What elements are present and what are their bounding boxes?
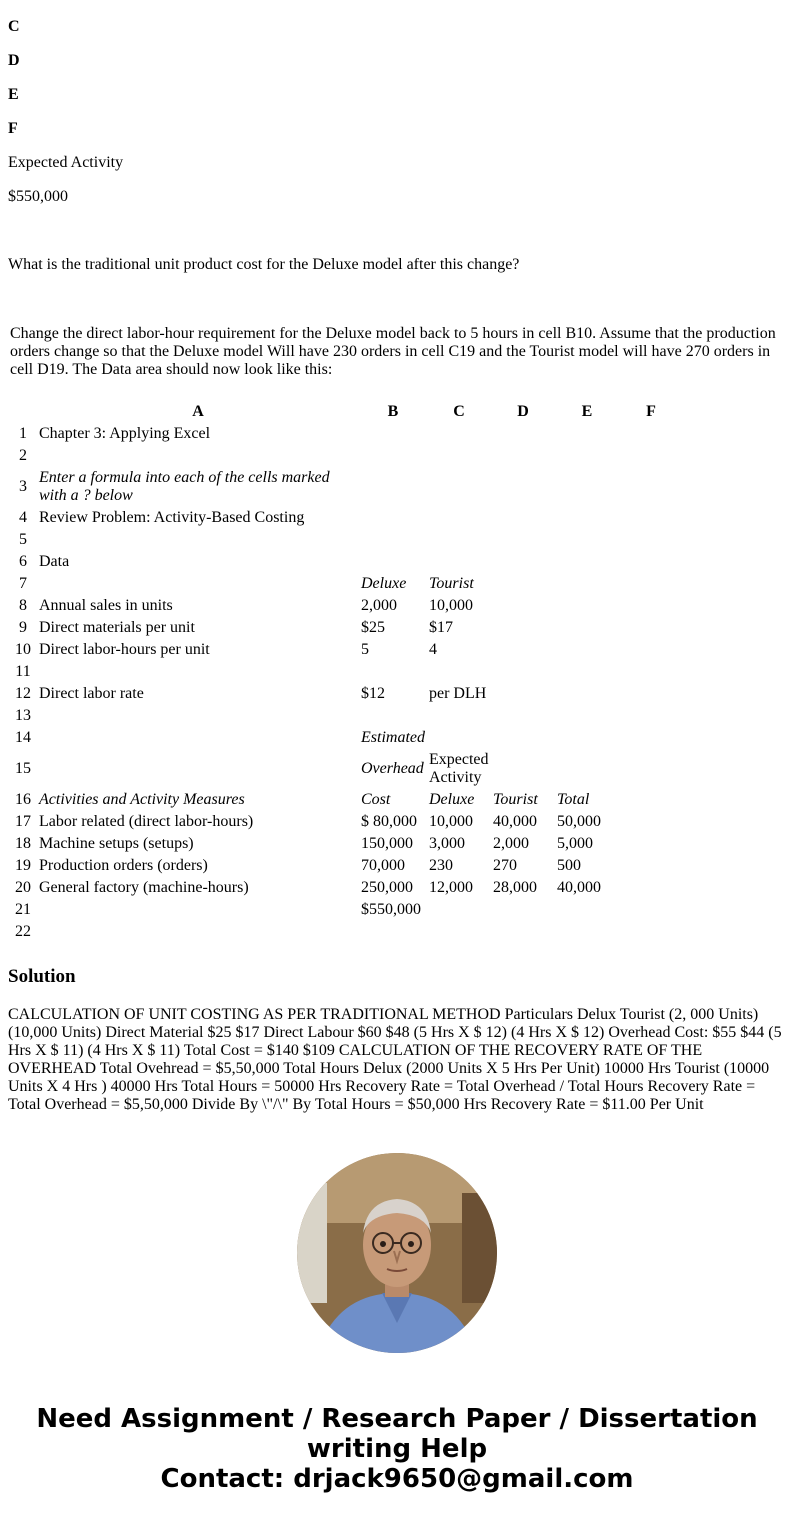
- cell-a: Review Problem: Activity-Based Costing: [39, 509, 305, 526]
- table-row: [10, 728, 682, 748]
- cell-d: [492, 596, 554, 616]
- table-row: [10, 706, 682, 726]
- cell-b: $25: [361, 619, 385, 636]
- cell-a: [38, 662, 358, 682]
- cell-b: [360, 922, 426, 942]
- cell-f: [620, 424, 682, 444]
- cell-f: [620, 900, 682, 920]
- row-number: 19: [15, 857, 31, 874]
- cell-f: [620, 552, 682, 572]
- column-header-c: C: [453, 403, 465, 420]
- header-col-e: E: [8, 86, 19, 103]
- cell-a: [38, 728, 358, 748]
- cell-e: [556, 922, 618, 942]
- cell-d: [492, 750, 554, 788]
- table-row: [10, 812, 682, 832]
- column-header-a: A: [192, 403, 204, 420]
- cell-a: Enter a formula into each of the cells marked with a ? below: [39, 469, 330, 504]
- cell-b: [360, 552, 426, 572]
- table-row: [10, 834, 682, 854]
- row-number-header: [10, 402, 36, 422]
- total-cost-value: $550,000: [8, 188, 68, 205]
- cell-a: Data: [39, 553, 70, 570]
- cell-c: [428, 424, 490, 444]
- table-row: [10, 662, 682, 682]
- cell-e: [556, 618, 618, 638]
- cell-c: [428, 728, 490, 748]
- header-col-f: F: [8, 120, 18, 137]
- cell-d: [492, 900, 554, 920]
- row-number: 22: [15, 923, 31, 940]
- cell-e: 40,000: [557, 879, 601, 896]
- row-number: 20: [15, 879, 31, 896]
- cell-c: [428, 530, 490, 550]
- row-number: 21: [15, 901, 31, 918]
- row-number: 7: [19, 575, 27, 592]
- cell-c: 12,000: [429, 879, 473, 896]
- cell-c: [428, 446, 490, 466]
- cell-f: [620, 508, 682, 528]
- cell-c: 10,000: [429, 597, 473, 614]
- cell-e: [556, 662, 618, 682]
- solution-heading: Solution: [8, 966, 76, 987]
- table-row: [10, 508, 682, 528]
- row-number: 1: [19, 425, 27, 442]
- expected-activity-label: Expected Activity: [8, 154, 124, 171]
- table-row: [10, 856, 682, 876]
- cell-b: [360, 508, 426, 528]
- cell-d: [492, 468, 554, 506]
- cell-e: [556, 468, 618, 506]
- cell-a: Chapter 3: Applying Excel: [39, 425, 211, 442]
- cell-d: [492, 574, 554, 594]
- table-row: [10, 640, 682, 660]
- cell-a: [38, 530, 358, 550]
- cell-a: Direct labor rate: [39, 685, 144, 702]
- cell-e: [556, 640, 618, 660]
- table-row: [10, 618, 682, 638]
- cell-d: [492, 618, 554, 638]
- cell-e: [556, 574, 618, 594]
- cell-c: 3,000: [429, 835, 465, 852]
- cell-b: [360, 468, 426, 506]
- cell-e: [556, 750, 618, 788]
- cell-b: [360, 662, 426, 682]
- cell-e: [556, 508, 618, 528]
- cell-d: [492, 508, 554, 528]
- row-number: 14: [15, 729, 31, 746]
- cell-c: per DLH: [429, 685, 487, 702]
- cell-b: [360, 530, 426, 550]
- cell-a: Direct labor-hours per unit: [39, 641, 210, 658]
- cell-c: Expected Activity: [429, 751, 489, 786]
- cell-d: [492, 424, 554, 444]
- cell-b: 5: [361, 641, 369, 658]
- table-row: [10, 878, 682, 898]
- cell-c: [428, 922, 490, 942]
- cell-d: 270: [493, 857, 517, 874]
- cell-a: [38, 750, 358, 788]
- cell-d: [492, 446, 554, 466]
- cell-d: [492, 706, 554, 726]
- cell-c: 4: [429, 641, 437, 658]
- cta-line-3: Contact: drjack9650@gmail.com: [160, 1464, 634, 1494]
- row-number: 4: [19, 509, 27, 526]
- row-number: 5: [19, 531, 27, 548]
- cell-f: [620, 922, 682, 942]
- cell-f: [620, 618, 682, 638]
- cell-d: 40,000: [493, 813, 537, 830]
- cell-f: [620, 812, 682, 832]
- cell-a: Machine setups (setups): [39, 835, 194, 852]
- table-row: [10, 900, 682, 920]
- cell-b: Deluxe: [361, 575, 407, 592]
- question-text: What is the traditional unit product cost for the Deluxe model after this change?: [8, 256, 520, 273]
- cell-e: 500: [557, 857, 581, 874]
- avatar: [297, 1153, 497, 1353]
- cell-a: Annual sales in units: [39, 597, 173, 614]
- cell-f: [620, 574, 682, 594]
- cell-b: Overhead: [361, 760, 424, 777]
- cell-e: [556, 424, 618, 444]
- cell-f: [620, 856, 682, 876]
- cell-c: [428, 508, 490, 528]
- row-number: 17: [15, 813, 31, 830]
- column-header-e: E: [581, 403, 593, 420]
- cell-e: [556, 684, 618, 704]
- cell-f: [620, 596, 682, 616]
- cell-f: [620, 706, 682, 726]
- column-header-b: B: [387, 403, 399, 420]
- table-row: [10, 684, 682, 704]
- cell-a: [38, 446, 358, 466]
- table-row: [10, 596, 682, 616]
- table-row: [10, 424, 682, 444]
- row-number: 3: [19, 478, 27, 495]
- cta-line-1: Need Assignment / Research Paper / Dissertation: [36, 1404, 758, 1434]
- cell-c: [428, 662, 490, 682]
- cell-b: 70,000: [361, 857, 405, 874]
- cell-c: [428, 900, 490, 920]
- cell-d: [492, 530, 554, 550]
- cell-f: [620, 468, 682, 506]
- cell-e: Total: [557, 791, 590, 808]
- cell-c: [428, 706, 490, 726]
- row-number: 8: [19, 597, 27, 614]
- cell-f: [620, 834, 682, 854]
- cell-b: [360, 706, 426, 726]
- cell-b: $550,000: [361, 901, 421, 918]
- cell-b: $12: [361, 685, 385, 702]
- cell-f: [620, 530, 682, 550]
- cell-a: General factory (machine-hours): [39, 879, 249, 896]
- cell-b: 2,000: [361, 597, 397, 614]
- cell-d: 28,000: [493, 879, 537, 896]
- cell-d: [492, 684, 554, 704]
- cell-a: [38, 900, 358, 920]
- table-row: [10, 552, 682, 572]
- cell-c: Deluxe: [429, 791, 475, 808]
- cell-c: [428, 468, 490, 506]
- cell-c: $17: [429, 619, 453, 636]
- row-number: 9: [19, 619, 27, 636]
- cell-e: [556, 596, 618, 616]
- table-row: [10, 468, 682, 506]
- cell-b: 250,000: [361, 879, 413, 896]
- cell-d: Tourist: [493, 791, 538, 808]
- instructions-text: Change the direct labor-hour requirement for the Deluxe model back to 5 hours in cell B10. Assume that the production orders change so that the Deluxe model Will have 230 orders in cell C19 and the Tourist model will have 270 orders in cell D19. The Data area should now look like this:: [10, 325, 776, 378]
- cell-a: [38, 922, 358, 942]
- cell-b: Estimated: [361, 729, 425, 746]
- cell-e: [556, 728, 618, 748]
- cell-d: [492, 662, 554, 682]
- column-header-row: [10, 402, 682, 422]
- header-col-c: C: [8, 18, 20, 35]
- cell-f: [620, 790, 682, 810]
- row-number: 2: [19, 447, 27, 464]
- cell-c: 10,000: [429, 813, 473, 830]
- cell-a: [38, 706, 358, 726]
- cell-a: Production orders (orders): [39, 857, 208, 874]
- cell-c: 230: [429, 857, 453, 874]
- row-number: 13: [15, 707, 31, 724]
- cell-b: $ 80,000: [361, 813, 417, 830]
- cell-b: [360, 424, 426, 444]
- row-number: 18: [15, 835, 31, 852]
- cell-d: [492, 728, 554, 748]
- column-header-f: F: [646, 403, 656, 420]
- cell-f: [620, 878, 682, 898]
- table-row: [10, 530, 682, 550]
- cell-e: [556, 530, 618, 550]
- table-row: [10, 574, 682, 594]
- cell-f: [620, 640, 682, 660]
- cell-e: [556, 706, 618, 726]
- cell-b: [360, 446, 426, 466]
- cell-e: 50,000: [557, 813, 601, 830]
- cell-d: [492, 922, 554, 942]
- cell-e: [556, 446, 618, 466]
- row-number: 16: [15, 791, 31, 808]
- cell-a: [38, 574, 358, 594]
- column-header-d: D: [517, 403, 529, 420]
- row-number: 15: [15, 760, 31, 777]
- cell-a: Direct materials per unit: [39, 619, 195, 636]
- table-row: [10, 446, 682, 466]
- cell-b: Cost: [361, 791, 391, 808]
- row-number: 12: [15, 685, 31, 702]
- cell-c: Tourist: [429, 575, 474, 592]
- cell-a: Activities and Activity Measures: [39, 791, 245, 808]
- cell-f: [620, 684, 682, 704]
- cell-e: 5,000: [557, 835, 593, 852]
- header-col-d: D: [8, 52, 20, 69]
- row-number: 10: [15, 641, 31, 658]
- contact-banner: [0, 1404, 794, 1494]
- data-sheet-table: [8, 400, 684, 944]
- row-number: 11: [15, 663, 31, 680]
- cell-d: [492, 552, 554, 572]
- cell-a: Labor related (direct labor-hours): [39, 813, 254, 830]
- table-row: [10, 790, 682, 810]
- cell-e: [556, 552, 618, 572]
- cell-f: [620, 750, 682, 788]
- cell-e: [556, 900, 618, 920]
- cell-b: 150,000: [361, 835, 413, 852]
- table-row: [10, 750, 682, 788]
- row-number: 6: [19, 553, 27, 570]
- cell-f: [620, 662, 682, 682]
- cell-d: [492, 640, 554, 660]
- cell-f: [620, 728, 682, 748]
- cell-f: [620, 446, 682, 466]
- cell-c: [428, 552, 490, 572]
- cta-line-2: writing Help: [306, 1434, 488, 1464]
- solution-text: CALCULATION OF UNIT COSTING AS PER TRADITIONAL METHOD Particulars Delux Tourist (2, 000 Units) (10,000 Units) Direct Material $25 $17 Direct Labour $60 $48 (5 Hrs X $ 12) (4 Hrs X $ 12) Overhead Cost: $55 $44 (5 Hrs X $ 11) (4 Hrs X $ 11) Total Cost = $140 $109 CALCULATION OF THE RECOVERY RATE OF THE OVERHEAD Total Ovehread = $5,50,000 Total Hours Delux (2000 Units X 5 Hrs Per Unit) 10000 Hrs Tourist (10000 Units X 4 Hrs ) 40000 Hrs Total Hours = 50000 Hrs Recovery Rate = Total Overhead / Total Hours Recovery Rate = Total Overhead = $5,50,000 Divide By \"/\" By Total Hours = $50,000 Hrs Recovery Rate = $11.00 Per Unit: [8, 1006, 782, 1113]
- cell-d: 2,000: [493, 835, 529, 852]
- avatar-portrait-icon: [297, 1153, 497, 1353]
- table-row: [10, 922, 682, 942]
